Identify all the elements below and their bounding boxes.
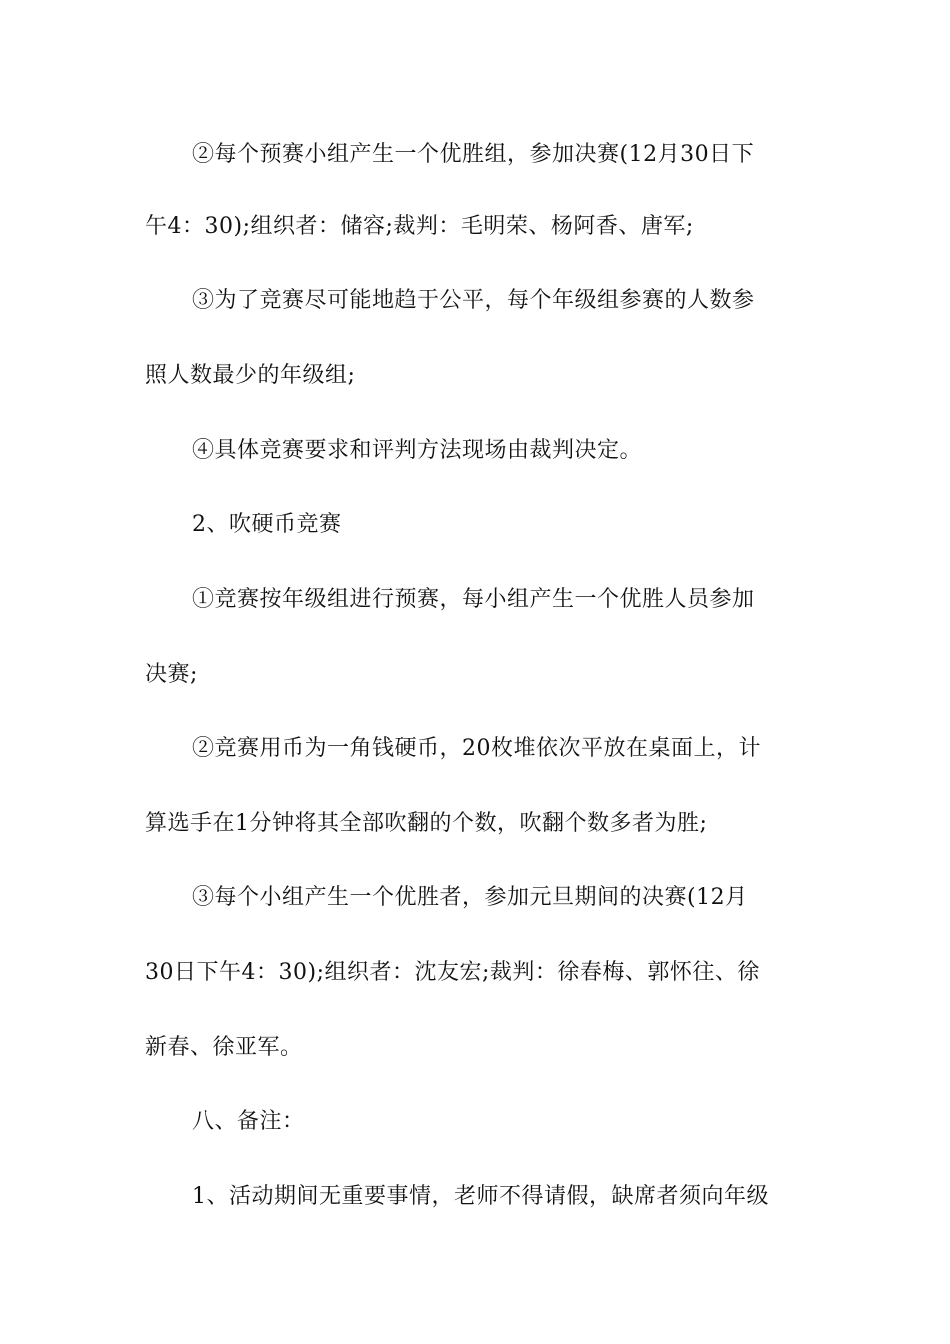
text-line-8: 决赛; — [145, 662, 198, 687]
section-heading-coin-blowing: 2、吹硬币竞赛 — [192, 512, 342, 537]
text-line-1: ②每个预赛小组产生一个优胜组，参加决赛(12月30日下 — [192, 142, 755, 167]
text-line-13: 新春、徐亚军。 — [145, 1035, 303, 1060]
text-line-11: ③每个小组产生一个优胜者，参加元旦期间的决赛(12月 — [192, 885, 748, 910]
text-line-9: ②竞赛用币为一角钱硬币，20枚堆依次平放在桌面上，计 — [192, 736, 761, 761]
text-line-5: ④具体竞赛要求和评判方法现场由裁判决定。 — [192, 438, 643, 463]
section-heading-remarks: 八、备注： — [192, 1109, 305, 1134]
text-line-2: 午4：30);组织者：储容;裁判：毛明荣、杨阿香、唐军; — [145, 214, 694, 239]
text-line-15: 1、活动期间无重要事情，老师不得请假，缺席者须向年级 — [192, 1184, 769, 1209]
text-line-7: ①竞赛按年级组进行预赛，每小组产生一个优胜人员参加 — [192, 587, 755, 612]
text-line-4: 照人数最少的年级组; — [145, 363, 356, 388]
text-line-12: 30日下午4：30);组织者：沈友宏;裁判：徐春梅、郭怀往、徐 — [145, 960, 760, 985]
text-line-3: ③为了竞赛尽可能地趋于公平，每个年级组参赛的人数参 — [192, 288, 755, 313]
text-line-10: 算选手在1分钟将其全部吹翻的个数，吹翻个数多者为胜; — [145, 811, 708, 836]
